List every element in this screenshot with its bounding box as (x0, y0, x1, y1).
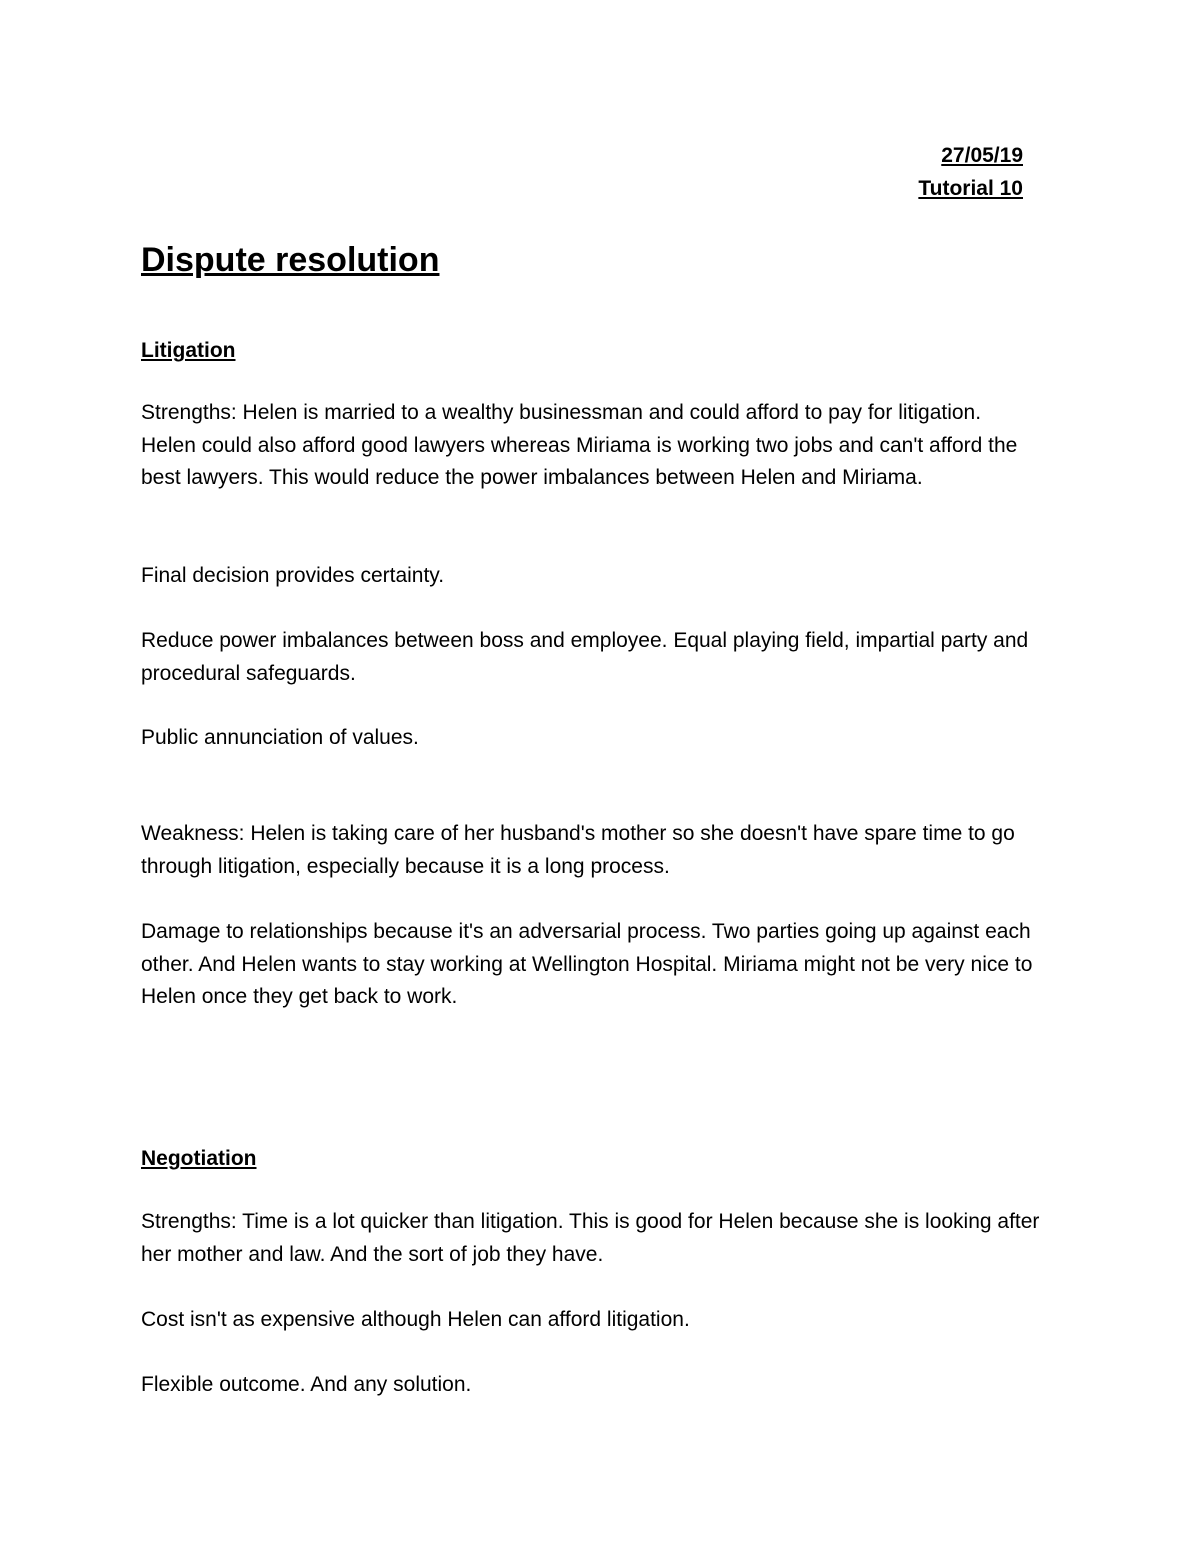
document-title: Dispute resolution (141, 241, 440, 279)
negotiation-paragraph: Flexible outcome. And any solution. (141, 1373, 472, 1396)
litigation-paragraph: Damage to relationships because it's an adversarial process. Two parties going up against each other. And Helen wants to stay working at Wellington Hospital. Miriama might not be very nice to Helen once they get back to work. (141, 920, 1033, 1008)
section-heading-litigation: Litigation (141, 339, 236, 362)
litigation-paragraph: Strengths: Helen is married to a wealthy businessman and could afford to pay for litigation. Helen could also afford good lawyers whereas Miriama is working two jobs and can't afford the best lawyers. This would reduce the power imbalances between Helen and Miriama. (141, 401, 1018, 489)
tutorial-label: Tutorial 10 (918, 177, 1023, 200)
litigation-paragraph: Final decision provides certainty. (141, 564, 445, 587)
negotiation-paragraph: Strengths: Time is a lot quicker than litigation. This is good for Helen because she is looking after her mother and law. And the sort of job they have. (141, 1210, 1040, 1266)
litigation-paragraph: Reduce power imbalances between boss and employee. Equal playing field, impartial party and procedural safeguards. (141, 629, 1029, 685)
negotiation-paragraph: Cost isn't as expensive although Helen can afford litigation. (141, 1308, 690, 1331)
litigation-paragraph: Public annunciation of values. (141, 726, 419, 749)
litigation-paragraph: Weakness: Helen is taking care of her husband's mother so she doesn't have spare time to go through litigation, especially because it is a long process. (141, 822, 1015, 878)
section-heading-negotiation: Negotiation (141, 1147, 257, 1170)
document-date: 27/05/19 (941, 144, 1023, 167)
